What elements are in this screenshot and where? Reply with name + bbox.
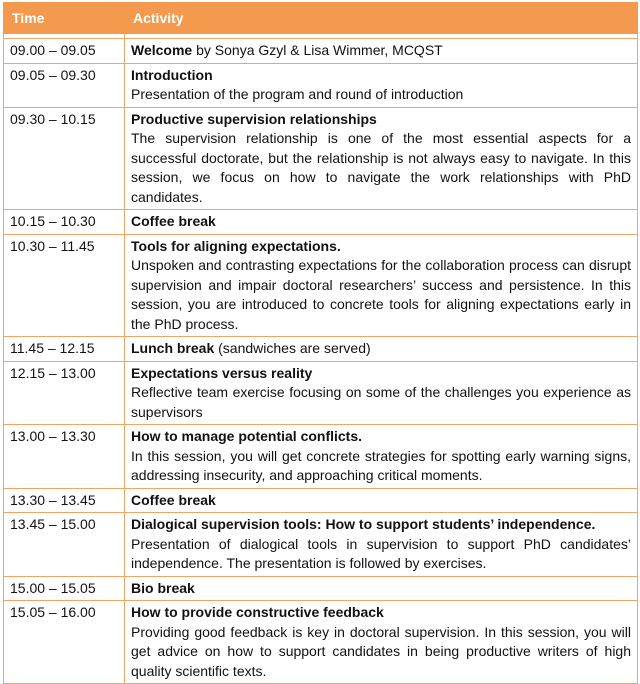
activity-title: How to provide constructive feedback [131,604,384,620]
activity-title: Bio break [131,579,195,596]
row-time: 09.00 – 09.05 [4,39,125,64]
activity-heading [131,579,631,599]
activity-title: Introduction [131,66,213,83]
row-activity [125,361,638,425]
row-activity [125,63,638,107]
activity-heading [131,66,631,86]
activity-heading [131,237,631,257]
table-row [4,63,638,107]
activity-heading [131,364,631,384]
row-time: 15.00 – 15.05 [4,576,125,601]
row-activity [125,210,638,235]
activity-title: Tools for aligning expectations. [131,237,341,254]
row-time: 13.00 – 13.30 [4,425,125,489]
activity-description: Presentation of dialogical tools in supervision to support PhD candidates’ independence. The presentation is followed by exercises. [131,535,631,571]
row-activity [125,234,638,337]
activity-title: Welcome [131,42,193,58]
row-time: 10.15 – 10.30 [4,210,125,235]
schedule-table [3,2,638,684]
header-time: Time [4,3,125,34]
activity-description: Unspoken and contrasting expectations for the collaboration process can disrupt supervision and impair doctoral researchers’ success and persistence. In this session, you are introduced to concrete tools for aligning expectations early in the PhD process. [131,257,631,332]
row-activity [125,39,638,64]
activity-heading [131,427,631,447]
activity-description: The supervision relationship is one of the most essential aspects for a successful doctorate, but the relationship is not always easy to navigate. In this session, we focus on how to navigate the work relationships with PhD candidates. [131,130,631,205]
header-row [4,3,638,34]
activity-description: Presentation of the program and round of introduction [131,86,464,102]
row-activity [125,425,638,489]
table-row [4,39,638,64]
row-time: 15.05 – 16.00 [4,601,125,684]
row-activity [125,337,638,362]
row-time: 09.30 – 10.15 [4,107,125,210]
activity-title: Coffee break [131,491,216,508]
table-row [4,576,638,601]
activity-title-suffix: (sandwiches are served) [214,340,371,356]
row-time: 12.15 – 13.00 [4,361,125,425]
activity-title: Lunch break [131,340,215,356]
row-activity [125,488,638,513]
activity-title: How to manage potential conflicts. [131,428,363,444]
row-time: 13.45 – 15.00 [4,513,125,577]
activity-description: Providing good feedback is key in doctoral supervision. In this session, you will get advice on how to support candidates in being productive writers of high quality scientific texts. [131,623,631,679]
table-row [4,107,638,210]
activity-heading [131,491,631,511]
header-activity: Activity [125,3,638,34]
table-row [4,337,638,362]
activity-description: Reflective team exercise focusing on some of the challenges you experience as supervisors [131,384,631,420]
row-activity [125,513,638,577]
activity-title: Coffee break [131,213,216,229]
table-row [4,361,638,425]
activity-heading [131,603,631,623]
row-time: 13.30 – 13.45 [4,488,125,513]
activity-heading [131,212,631,232]
activity-title: Dialogical supervision tools: How to support students’ independence. [131,516,596,532]
row-time: 09.05 – 09.30 [4,63,125,107]
activity-heading [131,339,631,359]
row-activity [125,576,638,601]
activity-title: Productive supervision relationships [131,110,377,127]
table-row [4,601,638,684]
activity-heading [131,515,631,535]
activity-description: In this session, you will get concrete strategies for spotting early warning signs, addressing insecurity, and approaching critical moments. [131,447,631,483]
activity-title: Expectations versus reality [131,364,313,381]
activity-title-suffix: by Sonya Gzyl & Lisa Wimmer, MCQST [192,42,443,58]
activity-heading [131,110,631,130]
row-activity [125,107,638,210]
table-row [4,425,638,489]
row-time: 10.30 – 11.45 [4,234,125,337]
table-row [4,210,638,235]
row-activity [125,601,638,684]
table-row [4,513,638,577]
table-row [4,488,638,513]
schedule-container [3,2,637,684]
table-row [4,234,638,337]
row-time: 11.45 – 12.15 [4,337,125,362]
activity-heading [131,41,631,61]
